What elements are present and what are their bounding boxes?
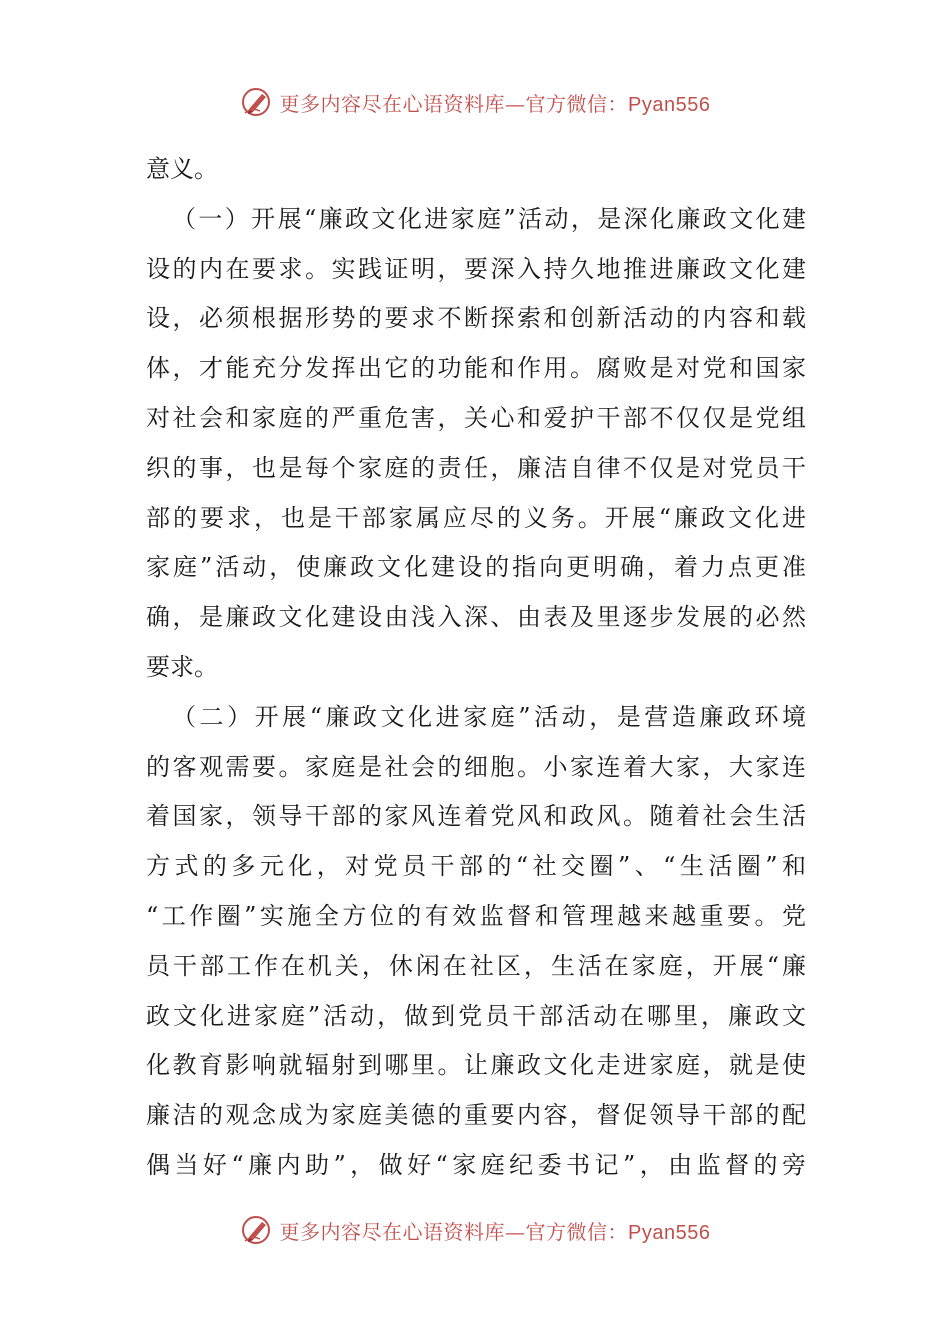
text-line: 设的内在要求。实践证明，要深入持久地推进廉政文化建: [146, 254, 806, 283]
header-banner: [0, 80, 950, 124]
paragraph-one-heading: （一）开展“廉政文化进家庭”活动，是深化廉政文化建: [172, 204, 806, 233]
text-line: 廉洁的观念成为家庭美德的重要内容，督促领导干部的配: [146, 1101, 806, 1130]
text-line: 员干部工作在机关，休闲在社区，生活在家庭，开展“廉: [146, 951, 806, 980]
text-line: 方式的多元化，对党员干部的“社交圈”、“生活圈”和: [146, 852, 806, 881]
footer-wechat-id: Pyan556: [628, 1221, 711, 1244]
text-line: 体，才能充分发挥出它的功能和作用。腐败是对党和国家: [146, 354, 806, 383]
text-line: 家庭”活动，使廉政文化建设的指向更明确，着力点更准: [146, 553, 806, 582]
text-line: 对社会和家庭的严重危害，关心和爱护干部不仅仅是党组: [146, 403, 806, 432]
header-banner-text: 更多内容尽在心语资料库—官方微信：: [279, 91, 629, 116]
text-line: 织的事，也是每个家庭的责任，廉洁自律不仅是对党员干: [146, 453, 806, 482]
text-line: 设，必须根据形势的要求不断探索和创新活动的内容和载: [146, 304, 806, 333]
text-line: 政文化进家庭”活动，做到党员干部活动在哪里，廉政文: [146, 1001, 806, 1030]
footer-banner: [0, 1208, 950, 1252]
text-line: 要求。: [146, 652, 218, 681]
text-line: 意义。: [146, 155, 218, 183]
text-line: 确，是廉政文化建设由浅入深、由表及里逐步发展的必然: [146, 603, 806, 632]
pen-logo-icon: [240, 1213, 274, 1247]
header-wechat-id: Pyan556: [628, 93, 711, 116]
pen-logo-icon: [240, 85, 274, 119]
text-line: “工作圈”实施全方位的有效监督和管理越来越重要。党: [146, 901, 806, 930]
text-line: 着国家，领导干部的家风连着党风和政风。随着社会生活: [146, 802, 806, 831]
text-line: 部的要求，也是干部家属应尽的义务。开展“廉政文化进: [146, 503, 806, 532]
document-body: [146, 145, 806, 1191]
text-line: 化教育影响就辐射到哪里。让廉政文化走进家庭，就是使: [146, 1051, 806, 1080]
text-line: 的客观需要。家庭是社会的细胞。小家连着大家，大家连: [146, 752, 806, 781]
paragraph-two-heading: （二）开展“廉政文化进家庭”活动，是营造廉政环境: [172, 702, 806, 731]
footer-banner-text: 更多内容尽在心语资料库—官方微信：: [279, 1219, 629, 1244]
text-line: 偶当好“廉内助”，做好“家庭纪委书记”，由监督的旁: [146, 1150, 806, 1179]
